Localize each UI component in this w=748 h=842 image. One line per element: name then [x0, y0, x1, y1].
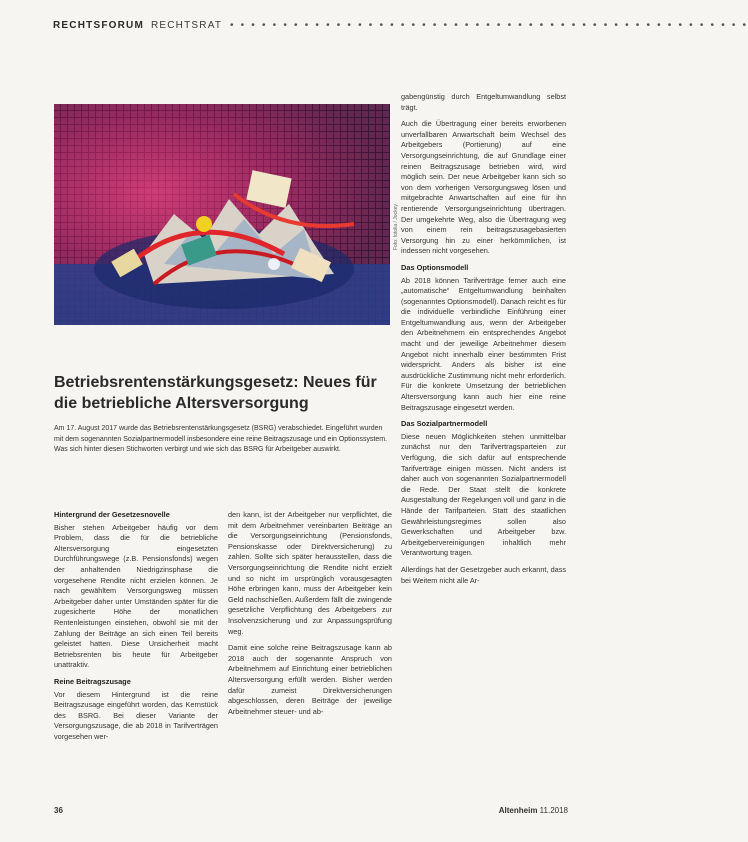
- section-heading: Hintergrund der Gesetzesnovelle: [54, 510, 170, 519]
- header-subsection: RECHTSRAT: [150, 20, 222, 31]
- paragraph: Damit eine solche reine Beitragszusage kann ab 2018 auch der sogenannte Anspruch von Arbeitnehmern auf Einrichtung einer betrieblichen Altersversorgung erfüllt werden. Bisher werden dafür zumeist Direktversicherungen abgeschlossen, deren Beiträge der jeweilige Arbeitnehmer steuer- und ab-: [228, 643, 392, 716]
- section-heading: Das Optionsmodell: [401, 262, 469, 272]
- section-heading: Reine Beitragszusage: [54, 676, 131, 686]
- text-column-2: [228, 510, 392, 723]
- paragraph: Auch die Übertragung einer bereits erworbenen unverfallbaren Anwartschaft beim Wechsel des Arbeitgebers (Portierung) auf eine Versorgungseinrichtung, die auf Grundlage einer reinen Beitragszusage betrieben wird, wird möglich sein. Der neue Arbeitgeber kann sich so von dem vorherigen Versorgungsweg lösen und mitgebrachte Anwartschaften auf eine für ihn rentierende Versorgungseinrichtung übertragen. Der umgekehrte Weg, also die Übertragung weg von einem rein beitragszusagebasierten Versorgung hin zu einer herkömmlichen, ist indessen nicht vorgesehen.: [401, 119, 566, 256]
- section-heading: Das Sozialpartnermodell: [401, 419, 488, 429]
- paragraph: gabengünstig durch Entgeltumwandlung selbst trägt.: [401, 92, 566, 112]
- paragraph: Diese neuen Möglichkeiten stehen unmittelbar zunächst nur den Tarifvertragsparteien zur Verfügung, die sich dafür auf entsprechende Tarifverträge einigen müssen. Nicht anders ist daher auch von sogenannten Sozialpartnermodell die Rede. Der Staat stellt die konkrete Ausgestaltung der Regelungen voll und ganz in die Hände der Tarifparteien. Statt des staatlichen Gewährleistungsregimes sollen also Gewerkschaften und Arbeitgeber bzw. Arbeitgebervereinigungen inhaltlich mehr Verantwortung tragen.: [401, 431, 566, 558]
- publication-name: Altenheim: [498, 806, 538, 815]
- text-column-1: [54, 510, 218, 748]
- article-photo: [54, 104, 390, 325]
- publication-info: [499, 806, 568, 815]
- paragraph: Vor diesem Hintergrund ist die reine Beitragszusage eingeführt worden, das Kernstück des BSRG. Bei dieser Variante der Versorgungszusage, die ab 2018 in Tarifverträgen vorgesehen wer-: [54, 689, 218, 741]
- page-footer: [54, 806, 568, 820]
- paragraph: den kann, ist der Arbeitgeber nur verpflichtet, die mit dem Arbeitnehmer vereinbarten Beiträge an die Versorgungseinrichtung (Pensionsfonds, Pensionskasse oder Direktversicherung) zu zahlen. Sollte sich später herausstellen, dass die Versorgungseinrichtung die Rendite nicht erzielt und so nicht im ursprünglich vorausgesagten Höhe erbringen kann, muss der Arbeitgeber kein Geld nachschießen. Außerdem fällt die zwingende gesetzliche Verpflichtung des Arbeitgebers zur Insolvenzsicherung und zur Anpassungsprüfung weg.: [228, 510, 392, 636]
- running-header: [53, 20, 748, 40]
- issue-number: 11.2018: [539, 806, 568, 815]
- article-lead: Am 17. August 2017 wurde das Betriebsrentenstärkungsgesetz (BSRG) verabschiedet. Eingeführt wurden mit dem sogenannten Sozialpartnermodell insbesondere eine reine Beitragszusage und ein Optionssystem. Was sich hinter diesen Stichworten verbirgt und wie sich das BSRG für Arbeitgeber auswirkt.: [54, 425, 388, 453]
- page-number: 36: [54, 806, 63, 815]
- photo-credit: Foto: fotolia / Jockey: [393, 204, 399, 250]
- header-dot-leader: • • • • • • • • • • • • • • • • • • • • • • • • • • • • • • • • • • • • • • • • • • • • • • • • •: [229, 20, 748, 31]
- paragraph: Allerdings hat der Gesetzgeber auch erkannt, dass bei Weitem nicht alle Ar-: [401, 564, 566, 585]
- text-column-3: [401, 92, 566, 592]
- paragraph: Bisher stehen Arbeitgeber häufig vor dem Problem, dass die für die betriebliche Altersversorgung eingesetzten Durchführungswege (z.B. Pensionsfonds) wegen der anhaltenden Niedrigzinsphase die vorgesehene Rendite nicht erzielen können. Je nach gewähltem Versorgungsweg müssen Arbeitgeber daher unter Umständen später für die zugesicherte Höhe der monatlichen Rentenleistungen einstehen, obwohl sie mit der Zahlung der Beiträge an sich einen Teil bereits geleistet hatten. Diese Unsicherheit macht Betriebsrenten bis heute für Arbeitgeber unattraktiv.: [54, 522, 218, 670]
- confetti-sculpture-image: [54, 104, 390, 325]
- article-title: Betriebsrentenstärkungsgesetz: Neues für die betriebliche Altersversorgung: [54, 374, 377, 412]
- header-section: RECHTSFORUM: [53, 20, 144, 31]
- paragraph: Ab 2018 können Tarifverträge ferner auch eine „automatische“ Entgeltumwandlung beinhalten (sogenanntes Optionsmodell). Danach reicht es für die individuelle verbindliche Einführung einer Entgeltumwandlung aus, wenn der Arbeitgeber den Arbeitnehmern ein entsprechendes Angebot macht und der jeweilige Arbeitnehmer diesem Angebot nicht innerhalb einer bestimmten Frist widerspricht. Anders als bisher ist eine ausdrückliche Zustimmung nicht mehr erforderlich. Für die konkrete Umsetzung der betrieblichen Altersversorgung kann auch hier eine reine Beitragszusage eingesetzt werden.: [401, 275, 566, 412]
